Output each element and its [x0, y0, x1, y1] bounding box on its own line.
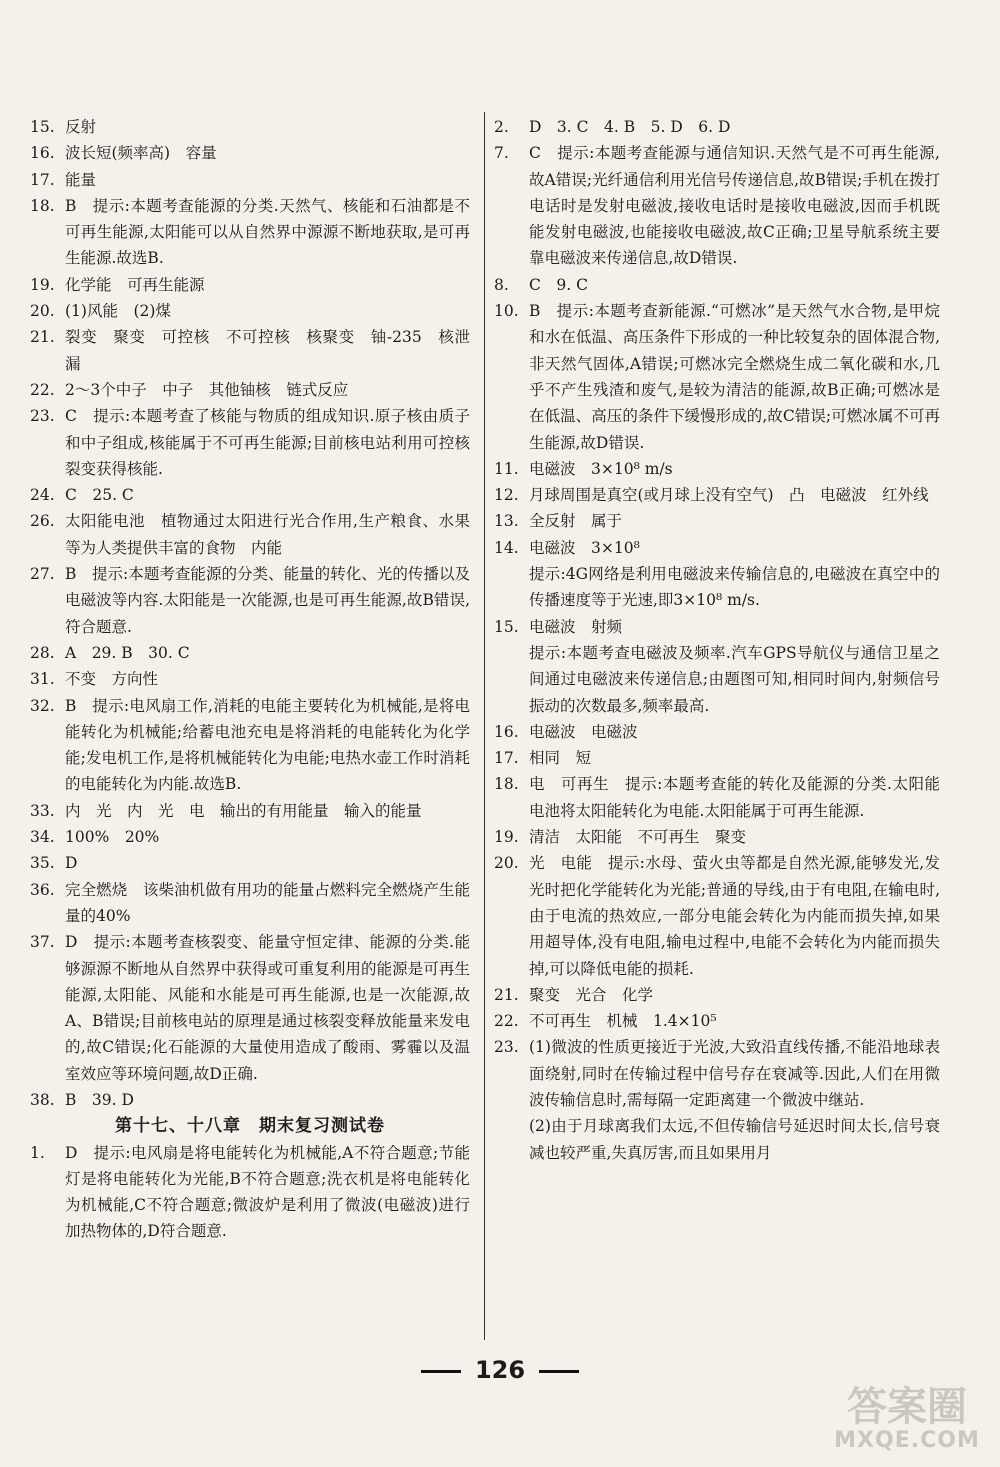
answer-item — [494, 719, 940, 745]
answer-text: 不可再生 机械 1.4×10⁵ — [529, 1012, 717, 1031]
answer-item — [494, 456, 940, 482]
answer-text: 完全燃烧 该柴油机做有用功的能量占燃料完全燃烧产生能量的40% — [65, 880, 470, 925]
answer-item — [30, 298, 470, 324]
answer-text: 100% 20% — [65, 828, 160, 847]
answer-number: 31. — [30, 670, 55, 689]
answer-text: 电 可再生 提示:本题考查能的转化及能源的分类.太阳能电池将太阳能转化为电能.太阳能属于可再生能源. — [529, 775, 940, 820]
answer-number: 23. — [494, 1038, 519, 1057]
answer-number: 16. — [494, 722, 519, 741]
answer-text: 化学能 可再生能源 — [65, 275, 205, 294]
answer-number: 18. — [494, 775, 519, 794]
answer-number: 19. — [30, 275, 55, 294]
answer-item — [494, 114, 940, 140]
answer-text: (1)风能 (2)煤 — [65, 302, 171, 321]
answer-item — [30, 272, 470, 298]
answer-number: 24. — [30, 486, 55, 505]
answer-text: 2～3个中子 中子 其他铀核 链式反应 — [65, 380, 349, 399]
answer-number: 15. — [494, 617, 519, 636]
watermark-url: MXQE.COM — [834, 1428, 980, 1453]
answer-number: 36. — [30, 880, 55, 899]
answer-number: 7. — [494, 144, 509, 163]
answer-item — [30, 377, 470, 403]
answer-text: B 提示:本题考查能源的分类、能量的转化、光的传播以及电磁波等内容.太阳能是一次能源,也是可再生能源,故B错误,符合题意. — [65, 565, 470, 636]
answer-number: 15. — [30, 118, 55, 136]
answer-item — [494, 1034, 940, 1165]
answer-item — [494, 1008, 940, 1034]
answer-text: (1)微波的性质更接近于光波,大致沿直线传播,不能沿地球表面绕射,同时在传输过程中信号存在衰减等.因此,人们在用微波传输信息时,需每隔一定距离建一个微波中继站. (2)由于月球离我们太远,不但传输信号延迟时间太长,信号衰减也较严重,失真厉害,而且如果用月 — [529, 1038, 940, 1162]
section-title: 第十七、十八章 期末复习测试卷 — [115, 1116, 385, 1137]
answer-text: D 3. C 4. B 5. D 6. D — [529, 118, 731, 136]
answer-text: B 提示:本题考查新能源.“可燃冰”是天然气水合物,是甲烷和水在低温、高压条件下形成的一种比较复杂的固体混合物,非天然气固体,A错误;可燃冰完全燃烧生成二氧化碳和水,几乎不产生残渣和废气,是较为清洁的能源,故B正确;可燃冰是在低温、高压的条件下缓慢形成的,故C错误;可燃冰属不可再生能源,故D错误. — [529, 302, 940, 452]
right-answer-list — [494, 114, 940, 1166]
answer-text: C 提示:本题考查了核能与物质的组成知识.原子核由质子和中子组成,核能属于不可再生能源;目前核电站利用可控核裂变获得核能. — [65, 407, 470, 478]
answer-number: 11. — [494, 459, 519, 478]
answer-item — [30, 403, 470, 482]
answer-item — [30, 482, 470, 508]
answer-item — [30, 508, 470, 561]
answer-text: C 25. C — [65, 486, 134, 505]
answer-item — [494, 535, 940, 614]
answer-text: B 提示:电风扇工作,消耗的电能主要转化为机械能,是将电能转化为机械能;给蓄电池充电是将消耗的电能转化为化学能;发电机工作,是将机械能转化为电能;电热水壶工作时消耗的电能转化为内能.故选B. — [65, 696, 470, 794]
answer-text: 相同 短 — [529, 749, 592, 768]
answer-text: C 9. C — [529, 275, 588, 294]
answer-item — [30, 929, 470, 1087]
answer-item — [30, 877, 470, 930]
answer-item — [494, 745, 940, 771]
watermark-logo — [832, 1385, 982, 1455]
answer-number: 22. — [494, 1012, 519, 1031]
page-footer — [0, 1356, 1000, 1384]
answer-number: 20. — [494, 854, 519, 873]
answer-item — [494, 140, 940, 271]
answer-text: 月球周围是真空(或月球上没有空气) 凸 电磁波 红外线 — [529, 486, 929, 505]
answer-number: 18. — [30, 196, 55, 215]
answer-item — [30, 1087, 470, 1113]
answer-text: 电磁波 电磁波 — [529, 722, 638, 741]
answer-number: 26. — [30, 512, 55, 531]
answer-number: 27. — [30, 565, 55, 584]
answer-item — [30, 193, 470, 272]
answer-item — [30, 798, 470, 824]
answer-number: 1. — [30, 1143, 45, 1162]
answer-text: 清洁 太阳能 不可再生 聚变 — [529, 828, 747, 847]
answer-item — [494, 298, 940, 456]
answer-number: 21. — [494, 985, 519, 1004]
answer-number: 22. — [30, 380, 55, 399]
answer-text: 波长短(频率高) 容量 — [65, 144, 217, 163]
column-divider — [484, 112, 485, 1340]
section-answer-list — [30, 1140, 470, 1245]
page-number: 126 — [474, 1356, 526, 1384]
answer-number: 17. — [494, 749, 519, 768]
answer-item — [30, 561, 470, 640]
answer-number: 38. — [30, 1090, 55, 1109]
answer-text: 裂变 聚变 可控核 不可控核 核聚变 铀-235 核泄漏 — [65, 328, 470, 373]
answer-number: 21. — [30, 328, 55, 347]
answer-item — [494, 614, 940, 719]
answer-text: 电磁波 3×10⁸ m/s — [529, 459, 673, 478]
answer-number: 23. — [30, 407, 55, 426]
answer-item — [30, 640, 470, 666]
answer-text: 电磁波 射频 提示:本题考查电磁波及频率.汽车GPS导航仪与通信卫星之间通过电磁波来传递信息;由题图可知,相同时间内,射频信号振动的次数最多,频率最高. — [529, 617, 940, 715]
answer-text: D 提示:电风扇是将电能转化为机械能,A不符合题意;节能灯是将电能转化为光能,B不符合题意;洗衣机是将电能转化为机械能,C不符合题意;微波炉是利用了微波(电磁波)进行加热物体的,D符合题意. — [65, 1143, 470, 1241]
answer-item — [30, 167, 470, 193]
right-column — [494, 114, 940, 1166]
answer-text: 太阳能电池 植物通过太阳进行光合作用,生产粮食、水果等为人类提供丰富的食物 内能 — [65, 512, 470, 557]
answer-number: 19. — [494, 828, 519, 847]
answer-text: B 提示:本题考查能源的分类.天然气、核能和石油都是不可再生能源,太阳能可以从自然界中源源不断地获取,是可再生能源.故选B. — [65, 196, 470, 268]
footer-dash-right — [539, 1370, 579, 1373]
answer-item — [30, 324, 470, 377]
answer-item — [494, 272, 940, 298]
watermark-text: 答案圈 — [847, 1384, 967, 1430]
answer-text: B 39. D — [65, 1090, 134, 1109]
answer-text: 能量 — [65, 170, 97, 189]
answer-text: 不变 方向性 — [65, 670, 159, 689]
answer-item — [494, 508, 940, 534]
answer-text: D — [65, 854, 78, 873]
answer-text: 内 光 内 光 电 输出的有用能量 输入的能量 — [65, 801, 422, 820]
answer-text: 光 电能 提示:水母、萤火虫等都是自然光源,能够发光,发光时把化学能转化为光能;普通的导线,由于有电阻,在输电时,由于电流的热效应,一部分电能会转化为内能而损失掉,如果用超导体,没有电阻,输电过程中,电能不会转化为内能而损失掉,可以降低电能的损耗. — [529, 854, 940, 978]
answer-item — [494, 771, 940, 824]
answer-number: 35. — [30, 854, 55, 873]
answer-item — [30, 1140, 470, 1245]
answer-number: 13. — [494, 512, 519, 531]
footer-dash-left — [421, 1370, 461, 1373]
answer-number: 34. — [30, 828, 55, 847]
answer-number: 32. — [30, 696, 55, 715]
answer-text: 全反射 属于 — [529, 512, 623, 531]
answer-item — [30, 666, 470, 692]
answer-text: 反射 — [65, 118, 97, 136]
answer-number: 10. — [494, 302, 519, 321]
answer-number: 28. — [30, 643, 55, 662]
answer-number: 33. — [30, 801, 55, 820]
answer-item — [30, 114, 470, 140]
answer-number: 17. — [30, 170, 55, 189]
answer-number: 16. — [30, 144, 55, 163]
answer-number: 8. — [494, 275, 509, 294]
answer-text: 电磁波 3×10⁸ 提示:4G网络是利用电磁波来传输信息的,电磁波在真空中的传播速度等于光速,即3×10⁸ m/s. — [529, 538, 940, 610]
answer-text: D 提示:本题考查核裂变、能量守恒定律、能源的分类.能够源源不断地从自然界中获得或可重复利用的能源是可再生能源,太阳能、风能和水能是可再生能源,也是一次能源,故A、B错误;目前核电站的原理是通过核裂变释放能量来发电的,故C错误;化石能源的大量使用造成了酸雨、雾霾以及温室效应等环境问题,故D正确. — [65, 933, 470, 1083]
answer-item — [30, 850, 470, 876]
answer-number: 2. — [494, 118, 509, 136]
answer-number: 20. — [30, 302, 55, 321]
answer-item — [494, 482, 940, 508]
answer-item — [30, 693, 470, 798]
answer-number: 14. — [494, 538, 519, 557]
left-answer-list — [30, 114, 470, 1113]
answer-item — [30, 140, 470, 166]
answer-text: 聚变 光合 化学 — [529, 985, 654, 1004]
left-column — [30, 114, 470, 1245]
answer-item — [30, 824, 470, 850]
answer-number: 12. — [494, 486, 519, 505]
answer-item — [494, 982, 940, 1008]
answer-item — [494, 850, 940, 981]
answer-item — [494, 824, 940, 850]
answer-number: 37. — [30, 933, 55, 952]
answer-text: C 提示:本题考查能源与通信知识.天然气是不可再生能源,故A错误;光纤通信利用光信号传递信息,故B错误;手机在拨打电话时是发射电磁波,接收电话时是接收电磁波,因而手机既能发射电磁波,也能接收电磁波,故C正确;卫星导航系统主要靠电磁波来传递信息,故D错误. — [529, 144, 940, 268]
answer-text: A 29. B 30. C — [65, 643, 190, 662]
